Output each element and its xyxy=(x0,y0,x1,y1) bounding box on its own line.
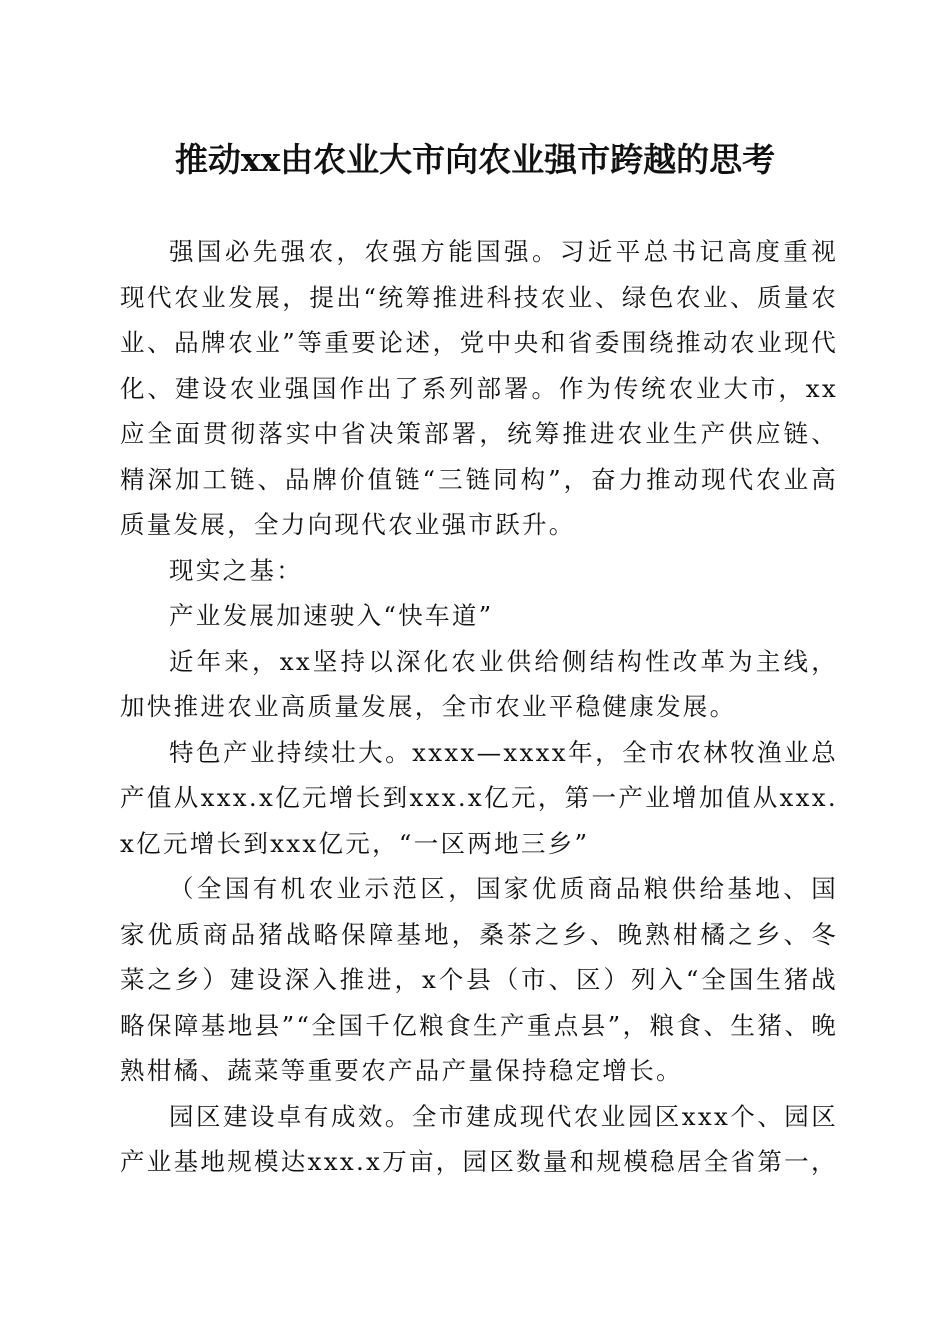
paragraph-industry-growth: 特色产业持续壮大。xxxx—xxxx年，全市农林牧渔业总产值从xxx.x亿元增长到xxx.x亿元，第一产业增加值从xxx.x亿元增长到xxx亿元，“一区两地三乡” xyxy=(120,737,838,858)
paragraph-bases-detail: （全国有机农业示范区，国家优质商品粮供给基地、国家优质商品猪战略保障基地，桑茶之乡、晚熟柑橘之乡、冬菜之乡）建设深入推进，x个县（市、区）列入“全国生猪战略保障基地县”“全国千亿粮食生产重点县”，粮食、生猪、晚熟柑橘、蔬菜等重要农产品产量保持稳定增长。 xyxy=(120,874,838,1085)
paragraph-park-construction: 园区建设卓有成效。全市建成现代农业园区xxx个、园区产业基地规模达xxx.x万亩，园区数量和规模稳居全省第一， xyxy=(120,1101,838,1176)
document-body xyxy=(120,229,838,1185)
paragraph-intro: 强国必先强农，农强方能国强。习近平总书记高度重视现代农业发展，提出“统筹推进科技农业、绿色农业、质量农业、品牌农业”等重要论述，党中央和省委围绕推动农业现代化、建设农业强国作出了系列部署。作为传统农业大市，xx应全面贯彻落实中省决策部署，统筹推进农业生产供应链、精深加工链、品牌价值链“三链同构”，奋力推动现代农业高质量发展，全力向现代农业强市跃升。 xyxy=(120,237,838,539)
paragraph-section-heading: 现实之基： xyxy=(169,555,303,585)
document-title: 推动xx由农业大市向农业强市跨越的思考 xyxy=(174,140,776,179)
paragraph-subheading: 产业发展加速驶入“快车道” xyxy=(169,601,494,630)
paragraph-recent-years: 近年来，xx坚持以深化农业供给侧结构性改革为主线，加快推进农业高质量发展，全市农业平稳健康发展。 xyxy=(120,646,838,721)
